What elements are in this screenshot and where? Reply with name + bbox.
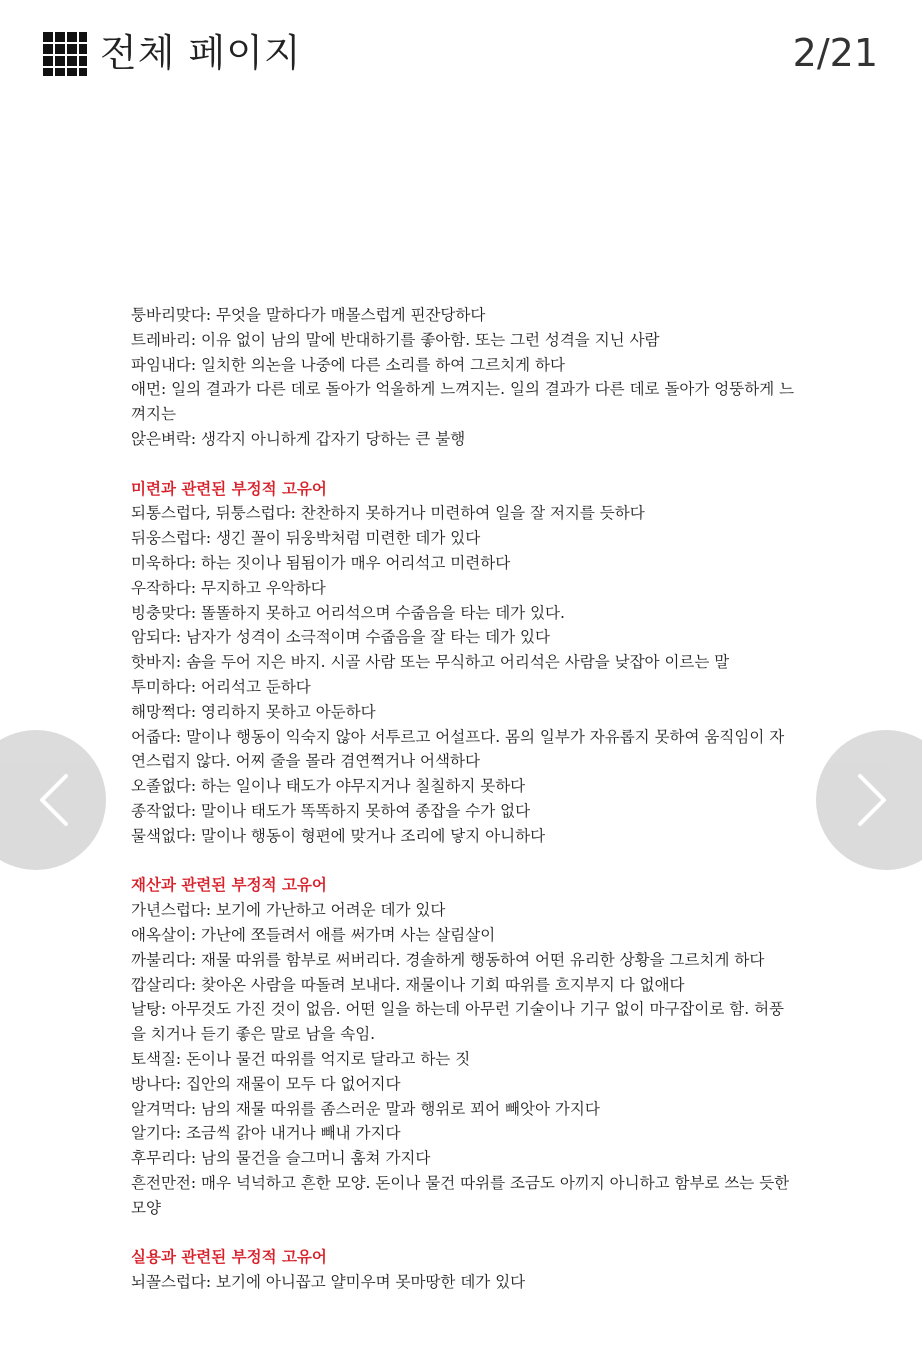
definition-line: 오졸없다: 하는 일이나 태도가 야무지거나 칠칠하지 못하다 <box>131 777 526 796</box>
definition-line: 암되다: 남자가 성격이 소극적이며 수줍음을 잘 타는 데가 있다 <box>131 628 550 647</box>
definition-line: 물색없다: 말이나 행동이 형편에 맞거나 조리에 닿지 아니하다 <box>131 826 546 845</box>
definition-line: 알기다: 조금씩 갉아 내거나 빼내 가지다 <box>131 1124 401 1143</box>
definition-line: 빙충맞다: 똘똘하지 못하고 어리석으며 수줍음을 타는 데가 있다. <box>131 603 565 622</box>
section-spacer <box>131 452 795 477</box>
definition-line: 투미하다: 어리석고 둔하다 <box>131 677 311 696</box>
section-spacer <box>131 1220 795 1245</box>
definition-line: 애먼: 일의 결과가 다른 데로 돌아가 억울하게 느껴지는. 일의 결과가 다른 데로 돌아가 엉뚱하게 느껴지는 <box>131 380 795 424</box>
definition-line: 애옥살이: 가난에 쪼들려서 애를 써가며 사는 살림살이 <box>131 925 496 944</box>
definition-line: 우작하다: 무지하고 우악하다 <box>131 578 326 597</box>
definition-line: 트레바리: 이유 없이 남의 말에 반대하기를 좋아함. 또는 그런 성격을 지닌 사람 <box>131 330 660 349</box>
top-bar <box>0 0 922 110</box>
definition-line: 까불리다: 재물 따위를 함부로 써버리다. 경솔하게 행동하여 어떤 유리한 상황을 그르치게 하다 <box>131 950 765 969</box>
next-page-button[interactable] <box>816 730 922 870</box>
chevron-left-icon <box>28 770 88 830</box>
section-heading: 실용과 관련된 부정적 고유어 <box>131 1247 327 1267</box>
definition-line: 후무리다: 남의 물건을 슬그머니 훔쳐 가지다 <box>131 1149 431 1168</box>
definition-line: 종작없다: 말이나 태도가 똑똑하지 못하여 종잡을 수가 없다 <box>131 801 531 820</box>
definition-line: 미욱하다: 하는 짓이나 됨됨이가 매우 어리석고 미련하다 <box>131 553 511 572</box>
definition-line: 뒤웅스럽다: 생긴 꼴이 뒤웅박처럼 미련한 데가 있다 <box>131 529 481 548</box>
definition-line: 핫바지: 솜을 두어 지은 바지. 시골 사람 또는 무식하고 어리석은 사람을 낮잡아 이르는 말 <box>131 653 730 672</box>
definition-line: 어줍다: 말이나 행동이 익숙지 않아 서투르고 어설프다. 몸의 일부가 자유롭지 못하여 움직임이 자연스럽지 않다. 어찌 줄을 몰라 겸연쩍거나 어색하다 <box>131 727 785 771</box>
definition-line: 날탕: 아무것도 가진 것이 없음. 어떤 일을 하는데 아무런 기술이나 기구 없이 마구잡이로 함. 허풍을 치거나 듣기 좋은 말로 남을 속임. <box>131 1000 785 1044</box>
definition-line: 깝살리다: 찾아온 사람을 따돌려 보내다. 재물이나 기회 따위를 흐지부지 다 없애다 <box>131 975 685 994</box>
definition-line: 앉은벼락: 생각지 아니하게 갑자기 당하는 큰 불행 <box>131 429 466 448</box>
previous-page-button[interactable] <box>0 730 106 870</box>
document-page <box>131 303 795 1295</box>
grid-icon[interactable] <box>43 32 87 76</box>
definition-line: 알겨먹다: 남의 재물 따위를 좀스러운 말과 행위로 꾀어 빼앗아 가지다 <box>131 1099 600 1118</box>
section-spacer <box>131 849 795 874</box>
definition-line: 해망쩍다: 영리하지 못하고 아둔하다 <box>131 702 376 721</box>
page-counter: 2/21 <box>792 31 878 75</box>
page-title[interactable]: 전체 페이지 <box>100 31 302 75</box>
definition-line: 방나다: 집안의 재물이 모두 다 없어지다 <box>131 1074 401 1093</box>
chevron-right-icon <box>838 770 898 830</box>
section-heading: 재산과 관련된 부정적 고유어 <box>131 875 327 895</box>
definition-line: 뇌꼴스럽다: 보기에 아니꼽고 얄미우며 못마땅한 데가 있다 <box>131 1273 526 1292</box>
definition-line: 되통스럽다, 뒤퉁스럽다: 찬찬하지 못하거나 미련하여 일을 잘 저지를 듯하다 <box>131 504 645 523</box>
definition-line: 파임내다: 일치한 의논을 나중에 다른 소리를 하여 그르치게 하다 <box>131 355 565 374</box>
definition-line: 흔전만전: 매우 넉넉하고 흔한 모양. 돈이나 물건 따위를 조금도 아끼지 아니하고 함부로 쓰는 듯한 모양 <box>131 1173 790 1217</box>
section-heading: 미련과 관련된 부정적 고유어 <box>131 478 327 498</box>
definition-line: 가년스럽다: 보기에 가난하고 어려운 데가 있다 <box>131 901 446 920</box>
definition-line: 토색질: 돈이나 물건 따위를 억지로 달라고 하는 짓 <box>131 1049 471 1068</box>
definition-line: 퉁바리맞다: 무엇을 말하다가 매몰스럽게 핀잔당하다 <box>131 306 486 324</box>
